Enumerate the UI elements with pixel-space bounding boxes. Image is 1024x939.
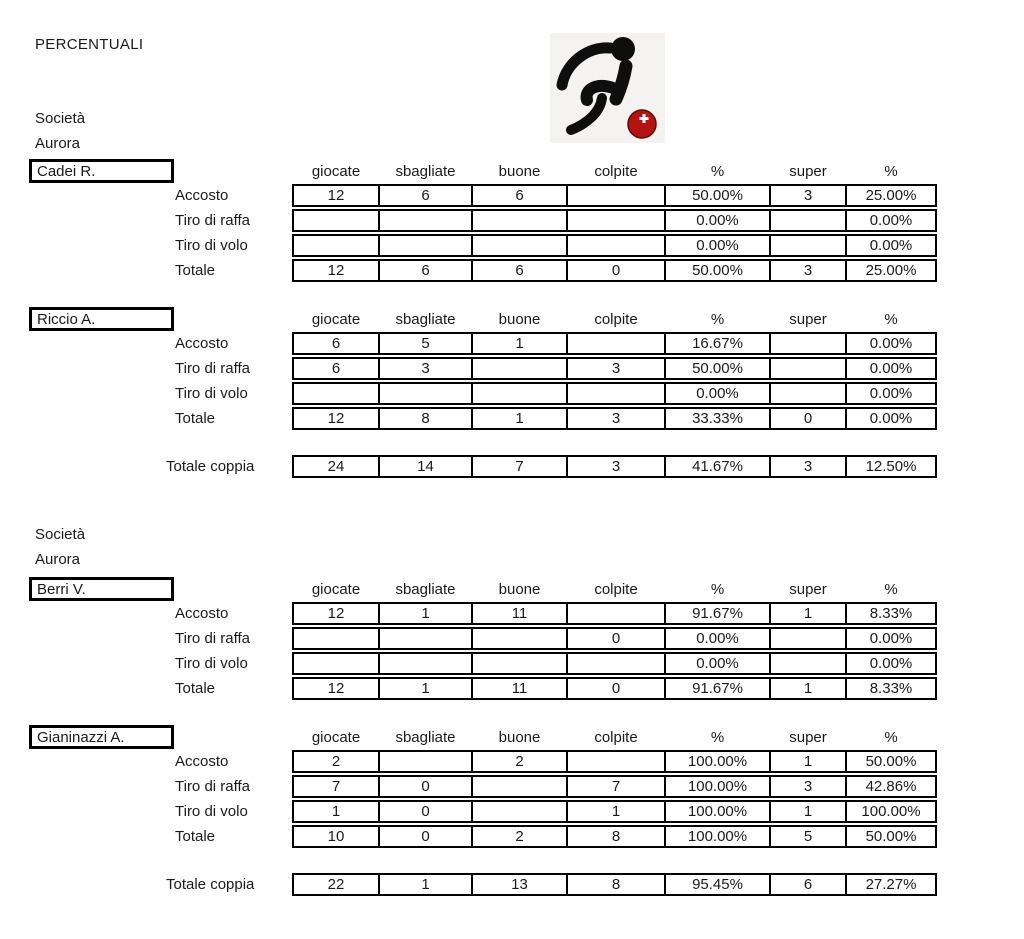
table-cell	[471, 382, 568, 405]
table-cell: 6	[471, 184, 568, 207]
table-cell: 12	[292, 259, 380, 282]
table-cell: 0.00%	[664, 209, 771, 232]
table-cell: 27.27%	[845, 873, 937, 896]
player-name-box: Cadei R.	[29, 159, 174, 183]
table-cell: 1	[566, 800, 666, 823]
table-cell: 25.00%	[845, 184, 937, 207]
table-cell: 1	[378, 602, 473, 625]
table-cell	[292, 627, 380, 650]
table-cell	[769, 627, 847, 650]
column-header: %	[710, 310, 725, 328]
table-row	[292, 775, 937, 798]
table-cell: 24	[292, 455, 380, 478]
row-label: Tiro di raffa	[175, 212, 251, 229]
table-cell: 7	[292, 775, 380, 798]
table-cell	[769, 652, 847, 675]
table-cell: 50.00%	[664, 184, 771, 207]
table-cell: 7	[566, 775, 666, 798]
column-header: giocate	[311, 310, 361, 328]
table-cell: 50.00%	[664, 357, 771, 380]
table-cell	[292, 652, 380, 675]
column-header: sbagliate	[395, 162, 456, 180]
table-cell	[566, 750, 666, 773]
table-cell: 3	[769, 184, 847, 207]
column-header-row	[292, 577, 937, 601]
table-cell: 25.00%	[845, 259, 937, 282]
totale-coppia-label: Totale coppia	[166, 876, 255, 893]
table-row	[292, 332, 937, 355]
table-cell: 1	[769, 800, 847, 823]
column-header: giocate	[311, 162, 361, 180]
society-label: Società	[35, 526, 86, 543]
column-header: %	[884, 728, 898, 746]
row-label: Totale	[175, 828, 216, 845]
table-cell: 0.00%	[845, 357, 937, 380]
table-row	[292, 234, 937, 257]
table-cell: 3	[378, 357, 473, 380]
table-cell	[769, 382, 847, 405]
table-cell: 3	[769, 455, 847, 478]
table-cell	[566, 602, 666, 625]
row-label: Tiro di raffa	[175, 630, 251, 647]
totale-coppia-label: Totale coppia	[166, 458, 255, 475]
table-cell: 100.00%	[664, 750, 771, 773]
table-cell: 3	[566, 407, 666, 430]
table-cell	[378, 750, 473, 773]
table-cell	[566, 234, 666, 257]
table-cell: 42.86%	[845, 775, 937, 798]
table-cell	[769, 357, 847, 380]
table-cell	[471, 209, 568, 232]
row-label: Tiro di raffa	[175, 778, 251, 795]
table-cell: 33.33%	[664, 407, 771, 430]
column-header: %	[884, 310, 898, 328]
table-cell: 6	[292, 357, 380, 380]
table-cell: 0.00%	[845, 627, 937, 650]
table-cell	[292, 209, 380, 232]
table-cell: 5	[769, 825, 847, 848]
society-block	[35, 522, 85, 572]
table-cell	[566, 184, 666, 207]
row-label: Accosto	[175, 605, 229, 622]
table-cell	[769, 234, 847, 257]
table-cell: 0	[378, 825, 473, 848]
table-cell	[292, 382, 380, 405]
row-label: Accosto	[175, 187, 229, 204]
totale-coppia-cells	[292, 873, 937, 896]
table-cell: 1	[769, 750, 847, 773]
column-header: sbagliate	[395, 310, 456, 328]
row-label: Tiro di volo	[175, 803, 248, 820]
table-row	[292, 825, 937, 848]
row-label: Tiro di raffa	[175, 360, 251, 377]
table-cell: 3	[566, 357, 666, 380]
table-cell	[378, 234, 473, 257]
table-cell	[471, 800, 568, 823]
table-cell: 6	[471, 259, 568, 282]
table-cell: 13	[471, 873, 568, 896]
table-cell: 0	[769, 407, 847, 430]
table-row	[292, 407, 937, 430]
table-cell: 0.00%	[845, 234, 937, 257]
table-row	[292, 209, 937, 232]
row-label: Tiro di volo	[175, 385, 248, 402]
table-cell: 8.33%	[845, 677, 937, 700]
table-cell: 8	[566, 825, 666, 848]
table-cell: 3	[769, 775, 847, 798]
table-cell: 1	[378, 677, 473, 700]
table-cell: 11	[471, 602, 568, 625]
table-cell: 10	[292, 825, 380, 848]
table-cell	[769, 209, 847, 232]
table-row	[292, 382, 937, 405]
table-cell: 0.00%	[845, 407, 937, 430]
table-row	[292, 652, 937, 675]
row-label: Accosto	[175, 335, 229, 352]
table-cell: 0.00%	[845, 332, 937, 355]
table-row	[292, 750, 937, 773]
player-name-box: Gianinazzi A.	[29, 725, 174, 749]
column-header: giocate	[311, 580, 361, 598]
table-cell	[471, 652, 568, 675]
table-row	[292, 184, 937, 207]
column-header: super	[789, 728, 827, 746]
table-cell: 50.00%	[845, 750, 937, 773]
table-cell: 91.67%	[664, 602, 771, 625]
table-cell: 0	[378, 775, 473, 798]
table-cell: 6	[378, 184, 473, 207]
table-cell: 0.00%	[664, 627, 771, 650]
table-cell: 1	[378, 873, 473, 896]
bocce-player-logo-svg	[550, 33, 665, 143]
totale-coppia-row	[29, 873, 989, 899]
table-cell: 16.67%	[664, 332, 771, 355]
page-title: PERCENTUALI	[35, 36, 144, 53]
column-header: colpite	[594, 310, 638, 328]
table-cell	[471, 775, 568, 798]
table-cell: 1	[471, 407, 568, 430]
society-block	[35, 106, 85, 156]
table-cell: 100.00%	[664, 800, 771, 823]
column-header: giocate	[311, 728, 361, 746]
player-table	[29, 725, 989, 855]
column-header: buone	[498, 728, 541, 746]
table-row	[292, 259, 937, 282]
table-cell	[471, 357, 568, 380]
table-cell: 0.00%	[664, 234, 771, 257]
table-cell	[566, 652, 666, 675]
table-cell: 0.00%	[664, 382, 771, 405]
table-cell: 8	[378, 407, 473, 430]
table-cell: 7	[471, 455, 568, 478]
table-cell: 50.00%	[845, 825, 937, 848]
table-row	[292, 677, 937, 700]
column-header: %	[884, 580, 898, 598]
table-cell: 0	[566, 259, 666, 282]
column-header: %	[710, 728, 725, 746]
player-table	[29, 577, 989, 707]
table-cell: 100.00%	[845, 800, 937, 823]
player-name-box: Riccio A.	[29, 307, 174, 331]
table-cell: 6	[769, 873, 847, 896]
table-cell: 41.67%	[664, 455, 771, 478]
column-header: sbagliate	[395, 580, 456, 598]
table-cell: 12	[292, 677, 380, 700]
column-header: sbagliate	[395, 728, 456, 746]
table-cell: 6	[292, 332, 380, 355]
table-cell	[566, 209, 666, 232]
table-cell	[292, 234, 380, 257]
table-cell: 0.00%	[845, 652, 937, 675]
table-cell: 12	[292, 407, 380, 430]
column-header: super	[789, 162, 827, 180]
table-cell	[471, 627, 568, 650]
table-cell: 0	[566, 677, 666, 700]
table-cell: 14	[378, 455, 473, 478]
table-cell: 5	[378, 332, 473, 355]
table-cell: 50.00%	[664, 259, 771, 282]
column-header: colpite	[594, 162, 638, 180]
table-cell: 8.33%	[845, 602, 937, 625]
table-cell: 0	[378, 800, 473, 823]
column-header: colpite	[594, 580, 638, 598]
table-cell: 0	[566, 627, 666, 650]
column-header: buone	[498, 162, 541, 180]
table-cell: 0.00%	[845, 382, 937, 405]
table-cell: 0.00%	[664, 652, 771, 675]
table-cell: 12	[292, 184, 380, 207]
table-cell: 3	[566, 455, 666, 478]
row-label: Tiro di volo	[175, 655, 248, 672]
column-header: buone	[498, 310, 541, 328]
table-row	[292, 357, 937, 380]
table-cell: 100.00%	[664, 775, 771, 798]
row-label: Totale	[175, 680, 216, 697]
column-header: super	[789, 310, 827, 328]
table-row	[292, 800, 937, 823]
row-label: Tiro di volo	[175, 237, 248, 254]
table-cell: 8	[566, 873, 666, 896]
table-cell: 6	[378, 259, 473, 282]
bocce-player-logo	[550, 33, 665, 143]
table-cell	[769, 332, 847, 355]
totale-coppia-cells	[292, 455, 937, 478]
red-ball-icon	[628, 110, 656, 138]
player-table	[29, 159, 989, 289]
player-name-box: Berri V.	[29, 577, 174, 601]
table-cell: 2	[292, 750, 380, 773]
table-cell: 12.50%	[845, 455, 937, 478]
table-cell: 22	[292, 873, 380, 896]
player-table	[29, 307, 989, 437]
table-cell: 1	[471, 332, 568, 355]
column-header: %	[710, 580, 725, 598]
society-name: Aurora	[35, 551, 81, 568]
table-cell: 1	[769, 677, 847, 700]
column-header: %	[884, 162, 898, 180]
table-cell: 91.67%	[664, 677, 771, 700]
table-cell: 1	[769, 602, 847, 625]
column-header-row	[292, 159, 937, 183]
table-cell: 1	[292, 800, 380, 823]
table-cell	[566, 332, 666, 355]
column-header: colpite	[594, 728, 638, 746]
society-name: Aurora	[35, 135, 81, 152]
table-cell	[378, 382, 473, 405]
row-label: Accosto	[175, 753, 229, 770]
table-cell: 0.00%	[845, 209, 937, 232]
society-label: Società	[35, 110, 86, 127]
table-row	[292, 602, 937, 625]
totale-coppia-row	[29, 455, 989, 481]
table-cell: 11	[471, 677, 568, 700]
table-cell	[378, 209, 473, 232]
column-header: %	[710, 162, 725, 180]
table-cell: 2	[471, 750, 568, 773]
table-cell	[378, 652, 473, 675]
column-header: buone	[498, 580, 541, 598]
row-label: Totale	[175, 262, 216, 279]
table-cell: 95.45%	[664, 873, 771, 896]
row-label: Totale	[175, 410, 216, 427]
table-cell: 3	[769, 259, 847, 282]
table-cell: 12	[292, 602, 380, 625]
column-header: super	[789, 580, 827, 598]
table-cell	[566, 382, 666, 405]
table-cell: 2	[471, 825, 568, 848]
table-row	[292, 627, 937, 650]
table-cell: 100.00%	[664, 825, 771, 848]
column-header-row	[292, 307, 937, 331]
table-cell	[378, 627, 473, 650]
table-cell	[471, 234, 568, 257]
column-header-row	[292, 725, 937, 749]
